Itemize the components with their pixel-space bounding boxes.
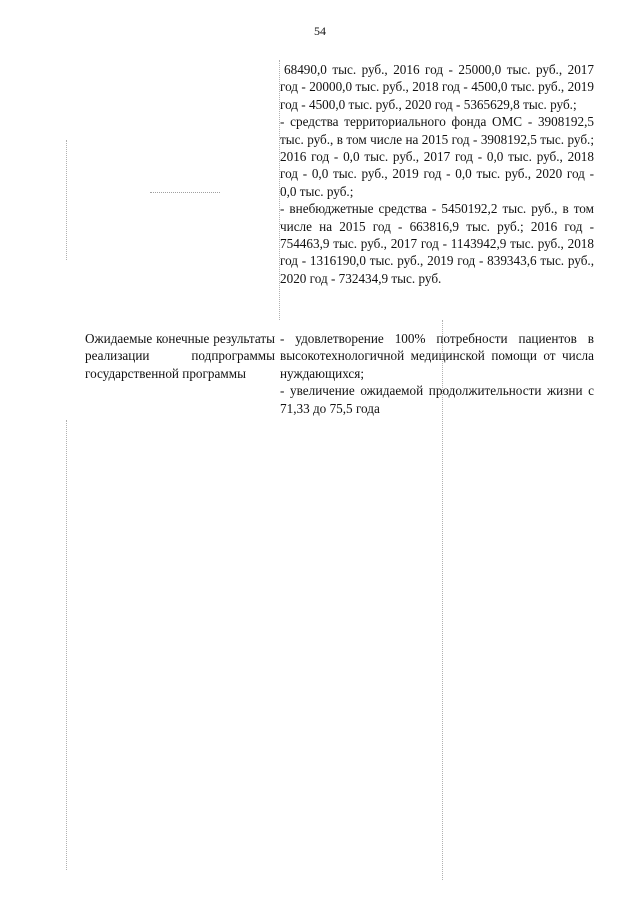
- funding-sources-block: [280, 61, 594, 287]
- funding-extrabudgetary: - внебюджетные средства - 5450192,2 тыс. руб., в том числе на 2015 год - 663816,9 тыс. руб.; 2016 год - 754463,9 тыс. руб., 2017 год - 1143942,9 тыс. руб., 2018 год - 1316190,0 тыс. руб., 2019 год - 839343,6 тыс. руб., 2020 год - 732434,9 тыс. руб.: [280, 201, 594, 286]
- expected-results-list: [280, 330, 594, 417]
- funding-federal-continuation: 68490,0 тыс. руб., 2016 год - 25000,0 тыс. руб., 2017 год - 20000,0 тыс. руб., 2018 год - 4500,0 тыс. руб., 2019 год - 4500,0 тыс. руб., 2020 год - 5365629,8 тыс. руб.;: [280, 62, 594, 112]
- page-number: 54: [314, 24, 326, 38]
- expected-results-label: Ожидаемые конечные результаты реализации подпрограммы государственной программы: [85, 331, 275, 381]
- scan-artifact-line: [66, 420, 67, 870]
- funding-territorial-oms: - средства территориального фонда ОМС - 3908192,5 тыс. руб., в том числе на 2015 год - 3908192,5 тыс. руб.; 2016 год - 0,0 тыс. руб., 2017 год - 0,0 тыс. руб., 2018 год - 0,0 тыс. руб., 2019 год - 0,0 тыс. руб., 2020 год - 0,0 тыс. руб.;: [280, 114, 594, 199]
- scan-artifact-line: [66, 140, 67, 260]
- scan-artifact-hline: [150, 192, 220, 193]
- expected-result-item: - удовлетворение 100% потребности пациентов в высокотехнологичной медицинской помощи от числа нуждающихся;: [280, 331, 594, 381]
- expected-result-item: - увеличение ожидаемой продолжительности жизни с 71,33 до 75,5 года: [280, 383, 594, 416]
